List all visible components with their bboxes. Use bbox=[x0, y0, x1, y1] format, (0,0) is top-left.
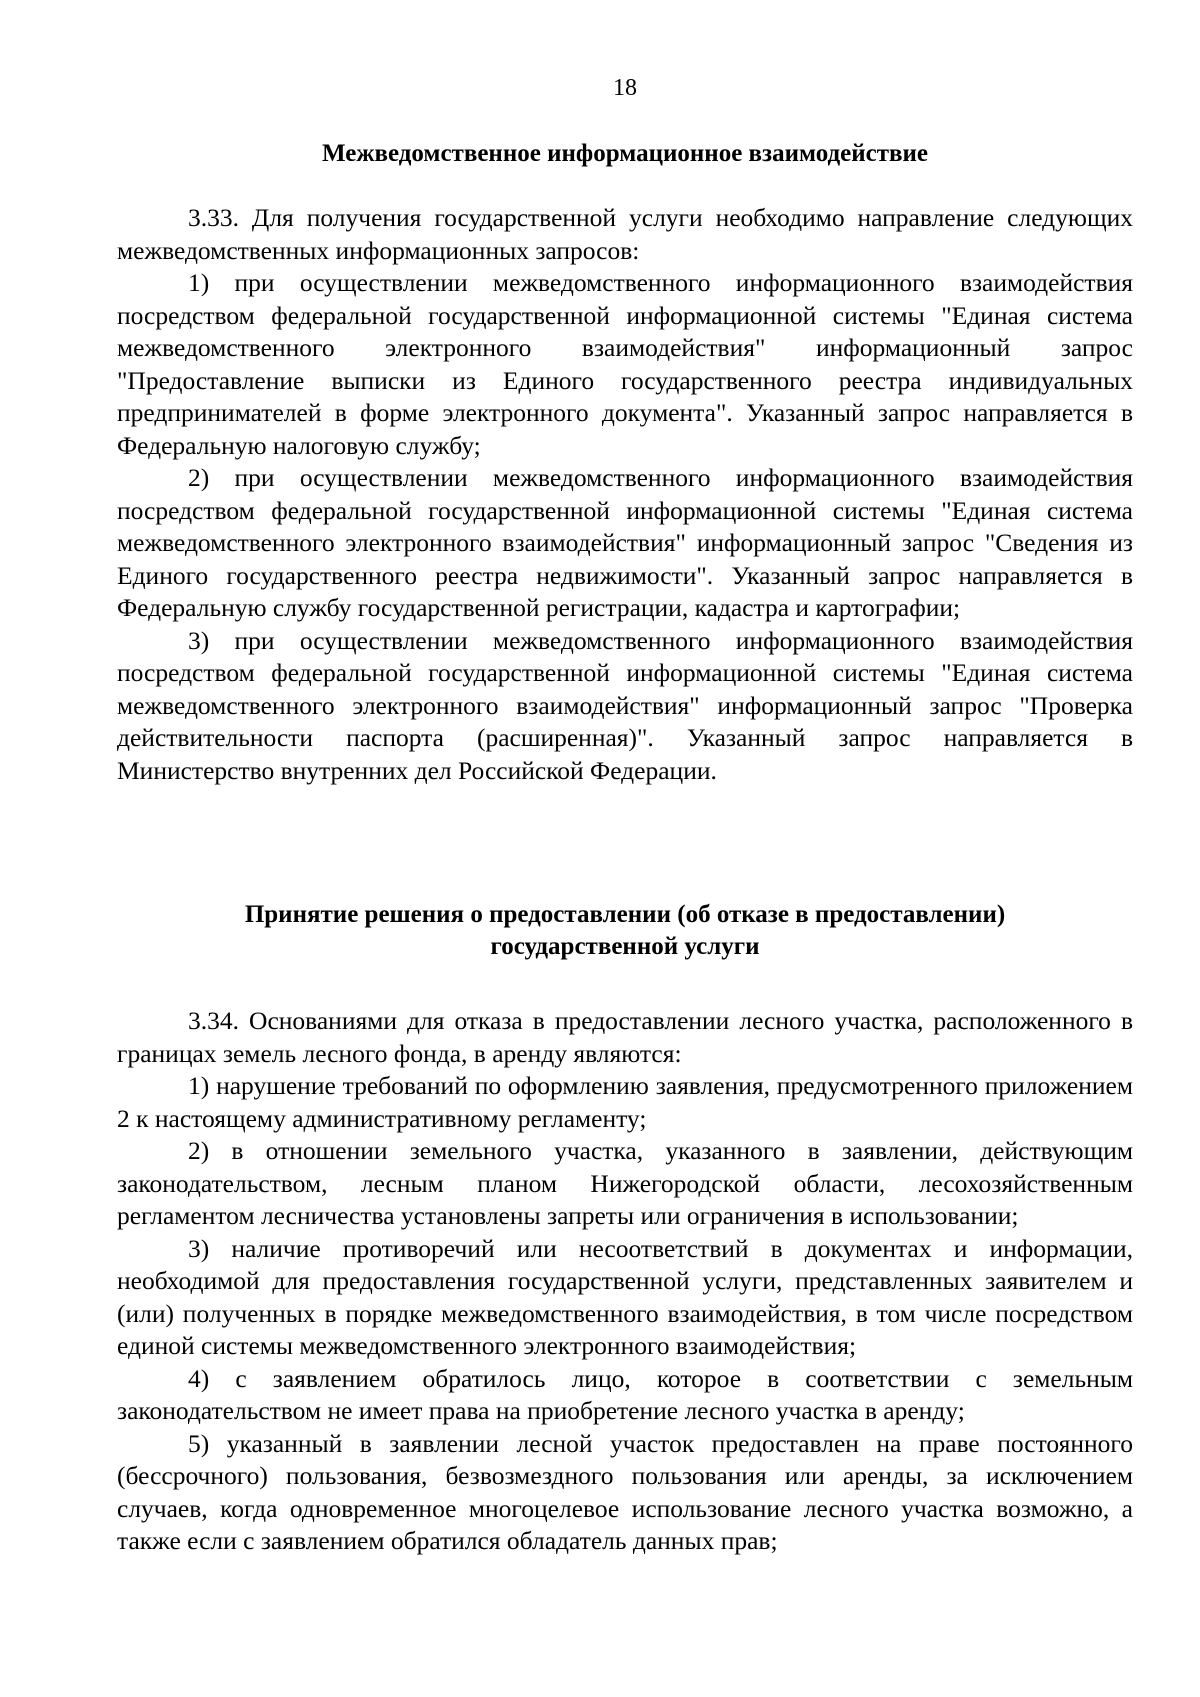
list-item-1: 1) при осуществлении межведомственного информационного взаимодействия посредством федеральной государственной информационной системы "Единая система межведомственного электронного взаимодействия" информационный запрос "Предоставление выписки из Единого государственного реестра индивидуальных предпринимателей в форме электронного документа". Указанный запрос направляется в Федеральную налоговую службу; bbox=[117, 268, 1133, 460]
refusal-ground-4: 4) с заявлением обратилось лицо, которое в соответствии с земельным законодательством не имеет права на приобретение лесного участка в аренду; bbox=[117, 1363, 1133, 1425]
section-title-interagency: Межведомственное информационное взаимодействие bbox=[322, 140, 928, 167]
refusal-ground-2: 2) в отношении земельного участка, указанного в заявлении, действующим законодательством, лесным планом Нижегородской области, лесохозяйственным регламентом лесничества установлены запреты или ограничения в использовании; bbox=[117, 1136, 1133, 1230]
section-title-decision-line-1: Принятие решения о предоставлении (об отказе в предоставлении) bbox=[244, 901, 1006, 928]
section-title-decision-line-2: государственной услуги bbox=[490, 933, 760, 960]
list-item-2: 2) при осуществлении межведомственного информационного взаимодействия посредством федеральной государственной информационной системы "Единая система межведомственного электронного взаимодействия" информационный запрос "Сведения из Единого государственного реестра недвижимости". Указанный запрос направляется в Федеральную службу государственной регистрации, кадастра и картографии; bbox=[117, 463, 1133, 622]
section-body-decision bbox=[117, 1005, 1133, 1558]
section-body-interagency bbox=[117, 202, 1133, 787]
paragraph-3-33: 3.33. Для получения государственной услуги необходимо направление следующих межведомственных информационных запросов: bbox=[117, 203, 1133, 265]
refusal-ground-1: 1) нарушение требований по оформлению заявления, предусмотренного приложением 2 к настоящему административному регламенту; bbox=[117, 1071, 1133, 1133]
list-item-3: 3) при осуществлении межведомственного информационного взаимодействия посредством федеральной государственной информационной системы "Единая система межведомственного электронного взаимодействия" информационный запрос "Проверка действительности паспорта (расширенная)". Указанный запрос направляется в Министерство внутренних дел Российской Федерации. bbox=[117, 625, 1133, 785]
refusal-ground-5: 5) указанный в заявлении лесной участок предоставлен на праве постоянного (бессрочного) пользования, безвозмездного пользования или аренды, за исключением случаев, когда одновременное многоцелевое использование лесного участка возможно, а также если с заявлением обратился обладатель данных прав; bbox=[117, 1428, 1133, 1555]
page-number: 18 bbox=[613, 75, 637, 101]
section-title-decision bbox=[117, 899, 1133, 963]
refusal-ground-3: 3) наличие противоречий или несоответствий в документах и информации, необходимой для предоставления государственной услуги, представленных заявителем и (или) полученных в порядке межведомственного взаимодействия, в том числе посредством единой системы межведомственного электронного взаимодействия; bbox=[117, 1233, 1133, 1360]
paragraph-3-34: 3.34. Основаниями для отказа в предоставлении лесного участка, расположенного в границах земель лесного фонда, в аренду являются: bbox=[117, 1006, 1133, 1068]
